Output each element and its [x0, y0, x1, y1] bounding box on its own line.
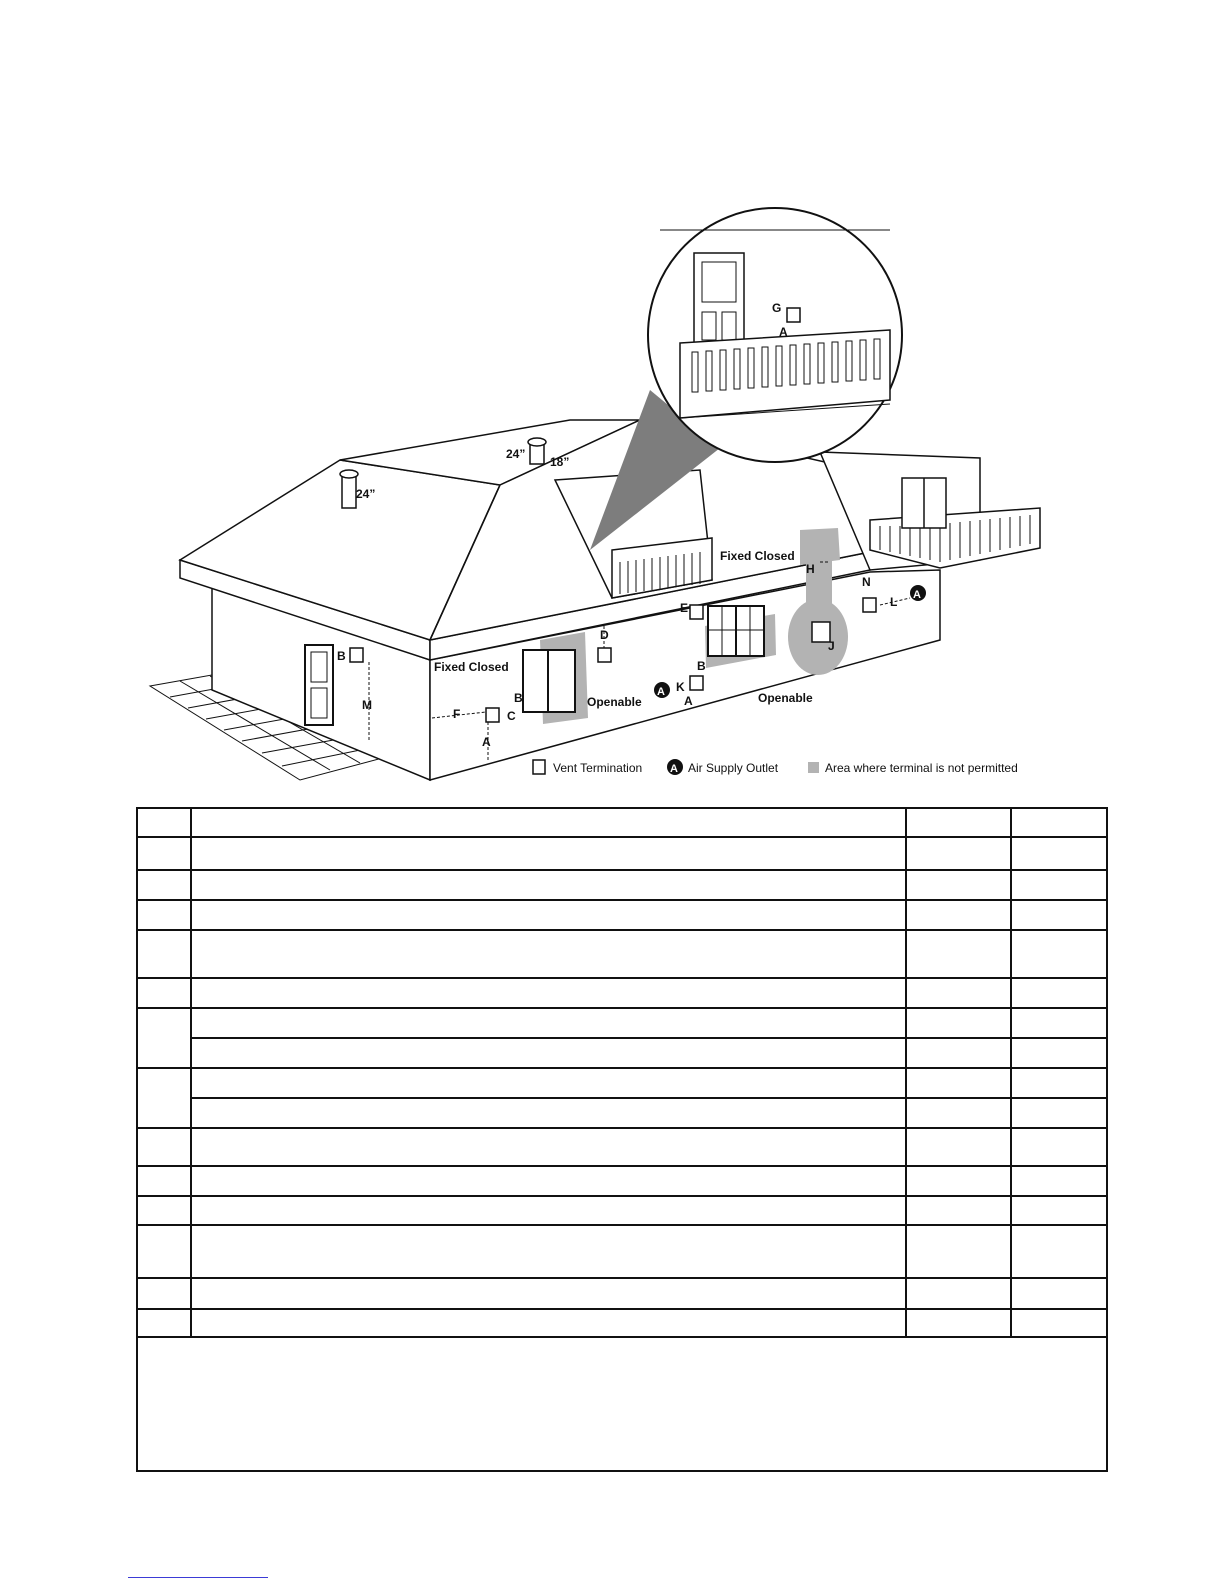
label-fixed-closed-left: Fixed Closed [434, 660, 509, 674]
letter-C: C [507, 709, 516, 723]
letter-A-right: A [684, 694, 693, 708]
letter-N: N [862, 575, 871, 589]
letter-K: K [676, 680, 685, 694]
footer-rule [128, 1577, 268, 1578]
letter-E: E [680, 601, 689, 615]
label-fixed-closed-right: Fixed Closed [720, 549, 795, 563]
vent-termination-icon [533, 760, 545, 774]
letter-G: G [772, 301, 782, 315]
col-divider-1 [190, 809, 192, 1338]
legend [533, 759, 1018, 775]
row-divider [138, 1224, 1106, 1226]
roof-vent-clearance-side: 18” [550, 455, 570, 469]
sub-row-divider [190, 1097, 1106, 1099]
row-divider [138, 977, 1106, 979]
letter-B-door: B [337, 649, 346, 663]
balcony-door [902, 478, 946, 528]
letter-A-magnifier: A [779, 325, 788, 339]
legend-air-supply-outlet: Air Supply Outlet [688, 761, 779, 775]
label-openable-left: Openable [587, 695, 642, 709]
row-divider [138, 869, 1106, 871]
legend-vent-termination: Vent Termination [553, 761, 643, 775]
svg-text:A: A [657, 686, 665, 698]
col-divider-2 [905, 809, 907, 1338]
svg-text:A: A [670, 763, 678, 775]
air-supply-outlet-icon [667, 759, 683, 775]
letter-F: F [453, 707, 461, 721]
clearance-table [136, 807, 1108, 1472]
col-divider-3 [1010, 809, 1012, 1338]
letter-A-ground: A [482, 735, 491, 749]
row-divider [138, 1165, 1106, 1167]
restricted-area-swatch [808, 762, 819, 773]
row-divider [138, 899, 1106, 901]
sub-row-divider [190, 1037, 1106, 1039]
letter-L: L [890, 595, 898, 609]
row-divider [138, 836, 1106, 838]
svg-text:A: A [913, 589, 921, 601]
row-divider [138, 1308, 1106, 1310]
row-divider [138, 1067, 1106, 1069]
letter-B-right: B [697, 659, 706, 673]
letter-J: J [828, 639, 835, 653]
letter-M: M [362, 698, 372, 712]
row-divider [138, 929, 1106, 931]
row-divider [138, 1277, 1106, 1279]
letter-H: H [806, 562, 815, 576]
air-supply-marker-left [654, 682, 670, 698]
row-divider [138, 1127, 1106, 1129]
roof-vent-clearance-left: 24” [356, 487, 376, 501]
row-divider [138, 1007, 1106, 1009]
legend-restricted-area: Area where terminal is not permitted [825, 761, 1018, 775]
letter-D: D [600, 628, 609, 642]
label-openable-right: Openable [758, 691, 813, 705]
notes-divider [138, 1336, 1106, 1338]
letter-B-window: B [514, 691, 523, 705]
row-divider [138, 1195, 1106, 1197]
roof-vent-clearance-top: 24” [506, 447, 526, 461]
air-supply-marker-right [910, 585, 926, 601]
